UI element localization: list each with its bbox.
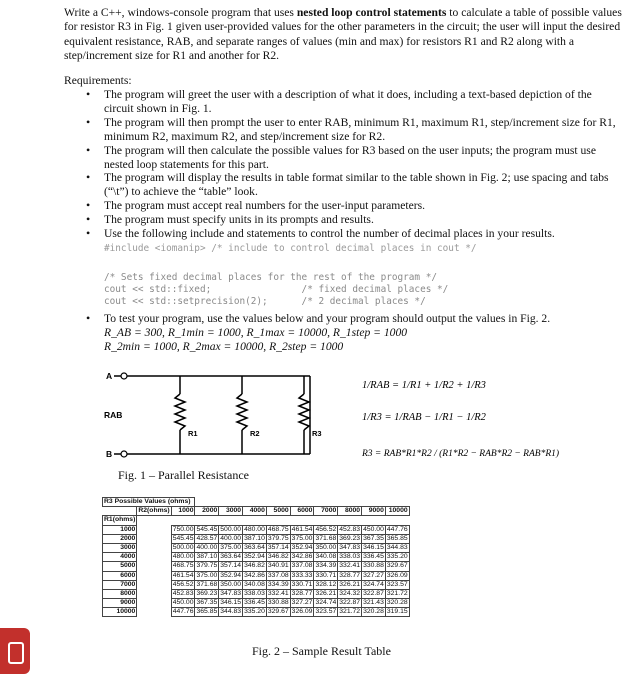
value-cell: 350.00 — [315, 544, 337, 552]
value-cell: 365.85 — [196, 608, 218, 616]
test-values-1: R_AB = 300, R_1min = 1000, R_1max = 10000, R_1step = 1000 — [104, 325, 408, 339]
value-cell: 326.09 — [291, 608, 313, 616]
node-a-label: A — [106, 371, 113, 381]
value-cell: 357.14 — [220, 562, 242, 570]
value-cell: 352.94 — [291, 544, 313, 552]
value-cell: 340.08 — [315, 553, 337, 561]
pdf-badge-icon — [0, 628, 30, 674]
value-cell: 326.09 — [386, 571, 408, 579]
table-gap — [137, 534, 171, 543]
value-cell: 335.20 — [244, 608, 265, 616]
value-cell: 379.75 — [196, 562, 218, 570]
row-header: 6000 — [103, 571, 137, 580]
value-cell: 321.72 — [386, 589, 408, 597]
value-cell: 321.43 — [363, 599, 384, 607]
table-blank — [171, 516, 195, 525]
value-cell: 330.71 — [291, 580, 313, 588]
value-cell: 369.23 — [339, 534, 361, 542]
column-header: 3000 — [219, 507, 243, 516]
table-gap — [137, 543, 171, 552]
parallel-circuit-diagram — [100, 366, 640, 484]
intro-paragraph — [64, 6, 636, 64]
value-cell: 400.00 — [196, 544, 218, 552]
requirement-item: • The program will display the results in table format similar to the table shown in Fig. 2; use spacing and tabs (“\t”) to achieve the “table” look. — [0, 171, 620, 199]
table-row — [103, 580, 412, 589]
value-cell: 329.67 — [267, 608, 289, 616]
requirement-item — [0, 227, 620, 255]
value-cell: 344.83 — [386, 544, 408, 552]
value-cell: 371.68 — [196, 580, 218, 588]
intro-text-2: to calculate a table of possible values for resistor R3 in Fig. 1 given user-provided values for the other parameters in the circuit; the user will input the desired equivalent resistance, RAB, and separate ranges of values (min and max) for resistors R1 and R2 along with a step/increment size for R1 and another for R2. — [64, 6, 622, 63]
table-blank — [195, 498, 219, 507]
formula-1: 1/RAB = 1/R1 + 1/R2 + 1/R3 — [362, 380, 486, 391]
table-blank — [385, 516, 409, 525]
requirement-item: • The program must accept real numbers for the user-input parameters. — [0, 199, 620, 213]
table-blank — [103, 507, 137, 516]
value-cell: 320.28 — [363, 608, 384, 616]
requirement-item: • The program will greet the user with a description of what it does, including a text-based depiction of the circuit shown in Fig. 1. — [0, 88, 620, 116]
value-cell: 447.76 — [172, 608, 194, 616]
value-cell: 324.74 — [363, 580, 384, 588]
value-cell: 346.15 — [220, 599, 242, 607]
value-cell: 369.23 — [196, 589, 218, 597]
table-blank — [195, 516, 219, 525]
row-header: 5000 — [103, 562, 137, 571]
table-blank — [362, 498, 386, 507]
table-blank — [137, 516, 171, 525]
value-cell: 450.00 — [172, 599, 194, 607]
value-cell: 324.74 — [315, 599, 337, 607]
table-row — [103, 589, 412, 598]
table-blank — [362, 516, 386, 525]
row-header: 4000 — [103, 553, 137, 562]
value-cell: 371.68 — [315, 534, 337, 542]
requirement-text: Use the following include and statements to control the number of decimal places in your results. — [104, 227, 555, 241]
table-gap — [137, 608, 171, 617]
table-row — [103, 516, 412, 525]
table-row — [103, 608, 412, 617]
r1-axis-label: R1(ohms) — [104, 516, 136, 524]
value-cell: 333.33 — [291, 571, 313, 579]
value-cell: 450.00 — [363, 525, 384, 533]
value-cell: 352.94 — [244, 553, 265, 561]
value-cell: 330.88 — [267, 599, 289, 607]
figure-2-caption: Fig. 2 – Sample Result Table — [252, 644, 391, 658]
results-table — [102, 497, 412, 617]
value-cell: 456.52 — [172, 580, 194, 588]
column-header: 5000 — [266, 507, 290, 516]
intro-text-1: Write a C++, windows-console program that uses — [64, 6, 297, 19]
value-cell: 327.27 — [291, 599, 313, 607]
column-header: 8000 — [338, 507, 362, 516]
table-gap — [137, 589, 171, 598]
include-line: #include <iomanip> /* include to control decimal places in cout */ — [104, 242, 477, 254]
value-cell: 337.08 — [291, 562, 313, 570]
value-cell: 456.52 — [315, 525, 337, 533]
table-row — [103, 525, 412, 534]
row-header: 2000 — [103, 534, 137, 543]
value-cell: 500.00 — [172, 544, 194, 552]
value-cell: 336.45 — [363, 553, 384, 561]
value-cell: 375.00 — [291, 534, 313, 542]
requirement-item — [0, 312, 620, 354]
table-row — [103, 534, 412, 543]
value-cell: 468.75 — [267, 525, 289, 533]
table-gap — [137, 599, 171, 608]
test-text: To test your program, use the values below and your program should output the values in Fig. 2. — [104, 312, 551, 325]
value-cell: 447.76 — [386, 525, 408, 533]
node-b-label: B — [106, 449, 113, 459]
value-cell: 336.45 — [244, 599, 265, 607]
value-cell: 545.45 — [196, 525, 218, 533]
value-cell: 500.00 — [220, 525, 242, 533]
value-cell: 363.64 — [220, 553, 242, 561]
table-row — [103, 507, 412, 516]
r2-axis-label: R2(ohms) — [138, 507, 170, 515]
formula-3: R3 = RAB*R1*R2 / (R1*R2 − RAB*R2 − RAB*R1) — [362, 449, 560, 459]
value-cell: 452.83 — [172, 589, 194, 597]
table-blank — [266, 516, 290, 525]
value-cell: 468.75 — [172, 562, 194, 570]
value-cell: 329.67 — [386, 562, 408, 570]
column-header: 4000 — [243, 507, 267, 516]
requirement-item: • The program must specify units in its prompts and results. — [0, 213, 620, 227]
table-row — [103, 498, 412, 507]
value-cell: 480.00 — [172, 553, 194, 561]
value-cell: 352.94 — [220, 571, 242, 579]
row-header: 7000 — [103, 580, 137, 589]
value-cell: 342.86 — [291, 553, 313, 561]
row-header: 1000 — [103, 525, 137, 534]
test-values-2: R_2min = 1000, R_2max = 10000, R_2step = 1000 — [104, 339, 344, 353]
value-cell: 322.87 — [363, 589, 384, 597]
value-cell: 334.39 — [267, 580, 289, 588]
table-blank — [338, 498, 362, 507]
value-cell: 321.72 — [339, 608, 361, 616]
value-cell: 338.03 — [244, 589, 265, 597]
value-cell: 363.64 — [244, 544, 265, 552]
table-blank — [290, 516, 314, 525]
value-cell: 750.00 — [172, 525, 194, 533]
table-blank — [409, 498, 411, 507]
table-blank — [243, 516, 267, 525]
terminal-a — [121, 373, 127, 379]
value-cell: 347.83 — [220, 589, 242, 597]
code-line: cout << std::fixed; /* fixed decimal places */ — [104, 283, 449, 295]
value-cell: 367.35 — [196, 599, 218, 607]
code-block — [104, 272, 448, 307]
test-requirement — [0, 312, 620, 354]
table-row — [103, 599, 412, 608]
value-cell: 365.85 — [386, 534, 408, 542]
value-cell: 332.41 — [267, 589, 289, 597]
row-header: 9000 — [103, 599, 137, 608]
table-blank — [219, 516, 243, 525]
value-cell: 346.82 — [267, 553, 289, 561]
value-cell: 452.83 — [339, 525, 361, 533]
requirement-item: • The program will then calculate the possible values for R3 based on the user inputs; the program must use nested loop statements for this part. — [0, 144, 620, 172]
rab-label: RAB — [104, 410, 123, 420]
table-gap — [137, 553, 171, 562]
table-blank — [290, 498, 314, 507]
value-cell: 375.00 — [220, 544, 242, 552]
column-header: 6000 — [290, 507, 314, 516]
value-cell: 428.57 — [196, 534, 218, 542]
table-blank — [385, 498, 409, 507]
value-cell: 367.35 — [363, 534, 384, 542]
value-cell: 346.82 — [244, 562, 265, 570]
value-cell: 326.21 — [315, 589, 337, 597]
column-header: 2000 — [195, 507, 219, 516]
value-cell: 340.91 — [267, 562, 289, 570]
r1-label: R1 — [188, 429, 198, 438]
value-cell: 357.14 — [267, 544, 289, 552]
value-cell: 319.15 — [386, 608, 408, 616]
table-row — [103, 543, 412, 552]
value-cell: 330.88 — [363, 562, 384, 570]
table-blank — [338, 516, 362, 525]
column-header: 10000 — [385, 507, 409, 516]
value-cell: 461.54 — [172, 571, 194, 579]
value-cell: 323.57 — [315, 608, 337, 616]
value-cell: 338.03 — [339, 553, 361, 561]
table-blank — [266, 498, 290, 507]
terminal-b — [121, 451, 127, 457]
table-row — [103, 571, 412, 580]
value-cell: 545.45 — [172, 534, 194, 542]
value-cell: 480.00 — [244, 525, 265, 533]
value-cell: 320.28 — [386, 599, 408, 607]
value-cell: 461.54 — [291, 525, 313, 533]
value-cell: 337.08 — [267, 571, 289, 579]
value-cell: 328.77 — [291, 589, 313, 597]
results-table-wrapper — [102, 497, 412, 617]
value-cell: 334.39 — [315, 562, 337, 570]
value-cell: 350.00 — [220, 580, 242, 588]
value-cell: 326.21 — [339, 580, 361, 588]
table-gap — [137, 562, 171, 571]
column-header: 9000 — [362, 507, 386, 516]
value-cell: 324.32 — [339, 589, 361, 597]
row-header: 3000 — [103, 543, 137, 552]
value-cell: 322.87 — [339, 599, 361, 607]
column-header: 7000 — [314, 507, 338, 516]
row-header: 8000 — [103, 589, 137, 598]
table-blank — [243, 498, 267, 507]
value-cell: 347.83 — [339, 544, 361, 552]
r2-label: R2 — [250, 429, 260, 438]
value-cell: 375.00 — [196, 571, 218, 579]
table-blank — [314, 516, 338, 525]
value-cell: 328.12 — [315, 580, 337, 588]
table-row — [103, 562, 412, 571]
table-title: R3 Possible Values (ohms) — [103, 498, 195, 507]
figure-1-caption: Fig. 1 – Parallel Resistance — [118, 468, 249, 482]
r3-label: R3 — [312, 429, 322, 438]
value-cell: 346.15 — [363, 544, 384, 552]
value-cell: 328.77 — [339, 571, 361, 579]
value-cell: 327.27 — [363, 571, 384, 579]
value-cell: 387.10 — [244, 534, 265, 542]
value-cell: 387.10 — [196, 553, 218, 561]
table-blank — [314, 498, 338, 507]
requirements-list — [0, 88, 620, 255]
column-header: 1000 — [171, 507, 195, 516]
formula-2: 1/R3 = 1/RAB − 1/R1 − 1/R2 — [362, 412, 486, 423]
value-cell: 323.57 — [386, 580, 408, 588]
value-cell: 400.00 — [220, 534, 242, 542]
table-blank — [219, 498, 243, 507]
table-gap — [137, 525, 171, 534]
requirement-item: • The program will then prompt the user to enter RAB, minimum R1, maximum R1, step/increment size for R1, minimum R2, maximum R2, and step/increment size for R2. — [0, 116, 620, 144]
row-header: 10000 — [103, 608, 137, 617]
intro-bold: nested loop control statements — [296, 6, 447, 19]
table-gap — [137, 580, 171, 589]
code-line: cout << std::setprecision(2); /* 2 decimal places */ — [104, 295, 426, 307]
code-line: /* Sets fixed decimal places for the rest of the program */ — [104, 272, 438, 283]
table-gap — [137, 571, 171, 580]
value-cell: 344.83 — [220, 608, 242, 616]
value-cell: 330.71 — [315, 571, 337, 579]
table-row — [103, 553, 412, 562]
value-cell: 340.08 — [244, 580, 265, 588]
value-cell: 335.20 — [386, 553, 408, 561]
requirements-heading: Requirements: — [64, 74, 132, 87]
value-cell: 342.86 — [244, 571, 265, 579]
value-cell: 332.41 — [339, 562, 361, 570]
value-cell: 379.75 — [267, 534, 289, 542]
